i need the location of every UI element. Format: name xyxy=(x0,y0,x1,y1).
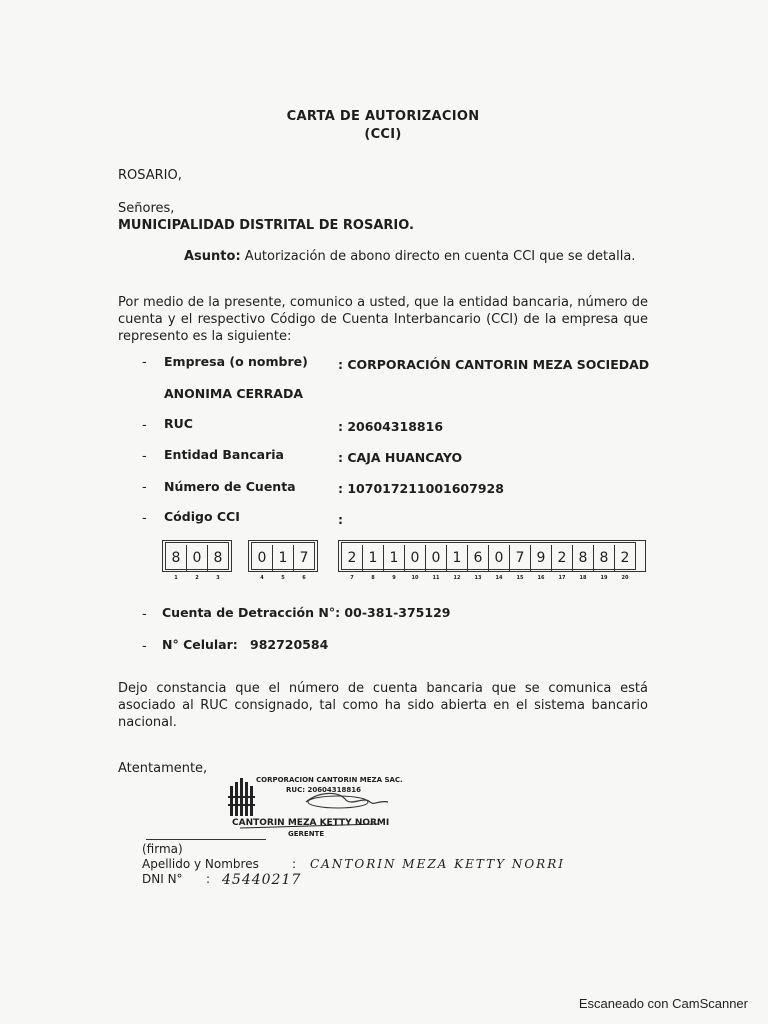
ruc-value: : 20604318816 xyxy=(338,419,444,434)
cci-index-label: 17 xyxy=(558,575,566,581)
subject-label: Asunto: xyxy=(184,249,241,264)
scanner-watermark: Escaneado con CamScanner xyxy=(578,996,748,1011)
dash-ruc: - xyxy=(142,418,147,433)
stamp-role: GERENTE xyxy=(288,830,325,838)
cci-group-2-cells xyxy=(251,542,315,570)
cci-index-label: 3 xyxy=(216,575,220,581)
apellido-label: Apellido y Nombres xyxy=(142,857,259,871)
sign-off: Atentamente, xyxy=(118,761,208,776)
cci-digit-cell: 6 xyxy=(468,545,489,571)
cci-group-2 xyxy=(248,540,318,572)
cci-digit-cell: 0 xyxy=(426,545,447,571)
cci-group-3 xyxy=(338,540,646,572)
cci-index-label: 8 xyxy=(371,575,375,581)
cci-digit-cell: 8 xyxy=(166,545,187,571)
cci-value: : xyxy=(338,512,343,527)
place-line: ROSARIO, xyxy=(118,168,182,183)
empresa-value: : CORPORACIÓN CANTORIN MEZA SOCIEDAD xyxy=(338,357,650,372)
cci-index-label: 20 xyxy=(621,575,629,581)
cci-index-label: 18 xyxy=(579,575,587,581)
cci-digit-cell: 0 xyxy=(489,545,510,571)
dni-sep: : xyxy=(206,872,211,886)
cci-digit-cell: 7 xyxy=(299,550,309,566)
cci-digit-cell: 8 xyxy=(213,550,223,566)
empresa-label: Empresa (o nombre) xyxy=(164,354,308,369)
cci-index-label: 19 xyxy=(600,575,608,581)
cci-index-label: 4 xyxy=(260,575,264,581)
dash-cuenta: - xyxy=(142,480,147,495)
cci-digit-cell: 2 xyxy=(342,545,363,571)
apellido-sep: : xyxy=(292,857,297,871)
dash-celular: - xyxy=(142,639,147,654)
cci-digit-cell: 8 xyxy=(594,545,615,571)
subject-text: Autorización de abono directo en cuenta CCI que se detalla. xyxy=(244,249,636,264)
stamp-name: CANTORIN MEZA KETTY NORMI xyxy=(232,818,390,828)
detraccion-line: Cuenta de Detracción N°: 00-381-375129 xyxy=(162,605,451,620)
cci-index-label: 10 xyxy=(411,575,419,581)
signature-line xyxy=(146,839,266,840)
celular-value: 982720584 xyxy=(250,637,329,652)
cci-group-1 xyxy=(162,540,232,572)
cuenta-value: : 107017211001607928 xyxy=(338,481,504,496)
cci-index-label: 9 xyxy=(392,575,396,581)
cci-digit-cell: 7 xyxy=(510,545,531,571)
cci-index-label: 11 xyxy=(432,575,440,581)
dash-empresa: - xyxy=(142,355,147,370)
cci-digit-cell: 2 xyxy=(552,545,573,571)
dni-label: DNI N° xyxy=(142,872,183,886)
closing-paragraph: Dejo constancia que el número de cuenta bancaria que se comunica está asociado al RUC consignado, tal como ha sido abierta en el sistema bancario nacional. xyxy=(118,681,648,730)
company-stamp xyxy=(228,772,403,842)
cci-index-label: 13 xyxy=(474,575,482,581)
empresa-value-cont: ANONIMA CERRADA xyxy=(164,386,304,401)
stamp-ruc: RUC: 20604318816 xyxy=(286,786,362,794)
cci-label: Código CCI xyxy=(164,509,240,524)
cci-digit-cell: 0 xyxy=(252,545,273,571)
intro-paragraph: Por medio de la presente, comunico a usted, que la entidad bancaria, número de cuenta y el respectivo Código de Cuenta Interbancario (CCI) de la empresa que represento es la siguiente: xyxy=(118,295,648,344)
ruc-label: RUC xyxy=(164,416,193,431)
title-line-2: (CCI) xyxy=(364,127,402,142)
cci-index-label: 12 xyxy=(453,575,461,581)
cci-group-1-cells xyxy=(165,542,229,570)
apellido-value: CANTORIN MEZA KETTY NORRI xyxy=(310,857,565,871)
cci-digit-cell: 8 xyxy=(573,545,594,571)
cci-digit-cell: 1 xyxy=(447,545,468,571)
cci-group-3-cells xyxy=(341,542,636,570)
cuenta-label: Número de Cuenta xyxy=(164,479,296,494)
cci-index-label: 6 xyxy=(302,575,306,581)
cci-digit-cell: 1 xyxy=(363,545,384,571)
dash-detraccion: - xyxy=(142,607,147,622)
celular-label: N° Celular: xyxy=(162,637,238,652)
cci-index-label: 7 xyxy=(350,575,354,581)
dni-value: 45440217 xyxy=(222,872,302,888)
cci-digit-cell: 0 xyxy=(405,545,426,571)
stamp-company: CORPORACION CANTORIN MEZA SAC. xyxy=(256,776,403,784)
recipient: MUNICIPALIDAD DISTRITAL DE ROSARIO. xyxy=(118,218,414,233)
dash-entidad: - xyxy=(142,449,147,464)
cci-digit-cell: 1 xyxy=(273,545,294,571)
cci-index-label: 15 xyxy=(516,575,524,581)
firma-label: (firma) xyxy=(142,842,183,856)
entidad-label: Entidad Bancaria xyxy=(164,447,284,462)
subject-line xyxy=(184,249,635,264)
cci-index-label: 1 xyxy=(174,575,178,581)
dash-cci: - xyxy=(142,511,147,526)
title-line-1: CARTA DE AUTORIZACION xyxy=(286,109,480,124)
cci-digit-cell: 9 xyxy=(531,545,552,571)
cci-index-label: 14 xyxy=(495,575,503,581)
salutation: Señores, xyxy=(118,201,175,216)
cci-index-label: 16 xyxy=(537,575,545,581)
cci-digit-cell: 0 xyxy=(187,545,208,571)
cci-digit-cell: 2 xyxy=(620,550,630,566)
cci-index-label: 5 xyxy=(281,575,285,581)
cci-digit-cell: 1 xyxy=(384,545,405,571)
entidad-value: : CAJA HUANCAYO xyxy=(338,450,463,465)
cci-index-label: 2 xyxy=(195,575,199,581)
